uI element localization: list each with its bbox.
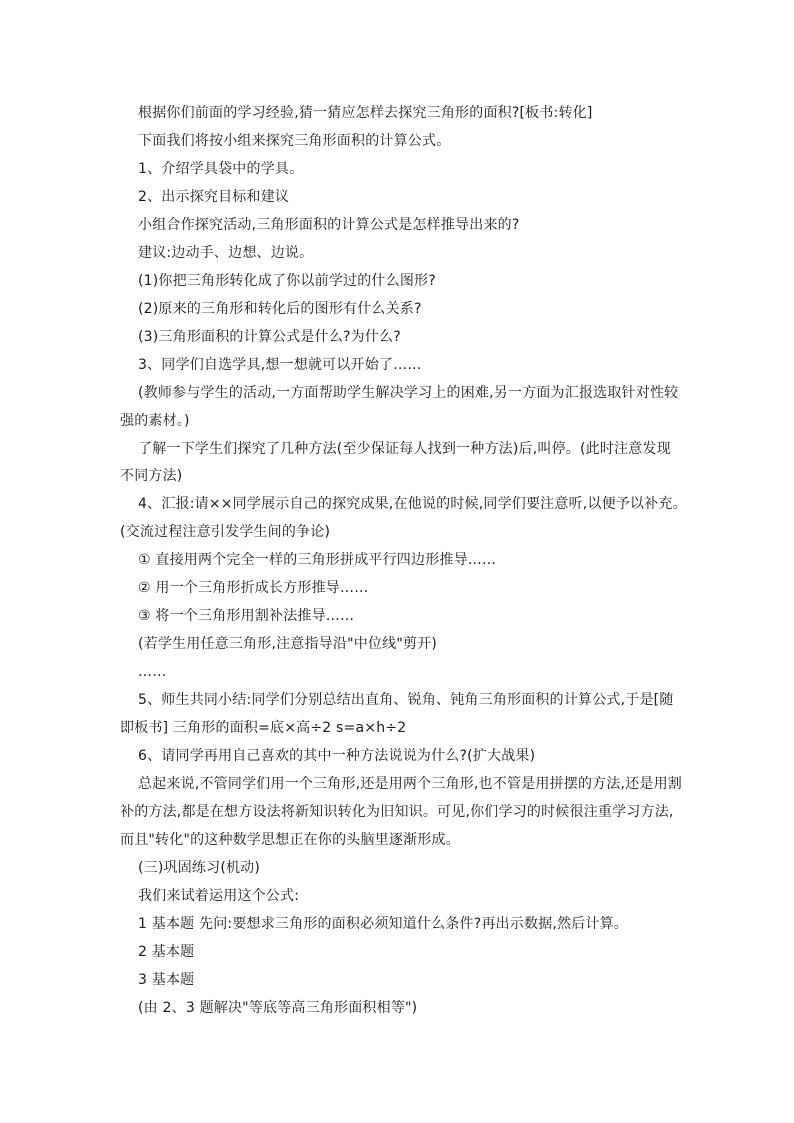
paragraph-line: (1)你把三角形转化成了你以前学过的什么图形?	[138, 273, 436, 289]
paragraph-line: 5、师生共同小结:同学们分别总结出直角、锐角、钝角三角形面积的计算公式,于是[随	[138, 692, 674, 708]
paragraph-line: 了解一下学生们探究了几种方法(至少保证每人找到一种方法)后,叫停。(此时注意发现	[138, 441, 671, 457]
paragraph-line: ② 用一个三角形折成长方形推导……	[138, 580, 369, 596]
paragraph-line: 根据你们前面的学习经验,猜一猜应怎样去探究三角形的面积?[板书:转化]	[138, 105, 593, 121]
paragraph-line: 2、出示探究目标和建议	[138, 189, 290, 205]
paragraph-line: ① 直接用两个完全一样的三角形拼成平行四边形推导……	[138, 552, 497, 568]
paragraph-line: 即板书] 三角形的面积=底×高÷2 s=a×h÷2	[120, 720, 407, 736]
paragraph-line: ③ 将一个三角形用割补法推导……	[138, 608, 355, 624]
paragraph-line: (3)三角形面积的计算公式是什么?为什么?	[138, 329, 401, 345]
paragraph-line: 4、汇报:请××同学展示自己的探究成果,在他说的时候,同学们要注意听,以便予以补充。	[138, 496, 687, 512]
paragraph-line: (教师参与学生的活动,一方面帮助学生解决学习上的困难,另一方面为汇报选取针对性较	[138, 385, 679, 401]
paragraph-line: 不同方法)	[120, 468, 183, 484]
paragraph-line: (2)原来的三角形和转化后的图形有什么关系?	[138, 301, 422, 317]
paragraph-line: 总起来说,不管同学们用一个三角形,还是用两个三角形,也不管是用拼摆的方法,还是用割	[138, 776, 682, 792]
paragraph-line: 而且"转化"的这种数学思想正在你的头脑里逐渐形成。	[120, 832, 460, 848]
paragraph-line: 2 基本题	[138, 944, 195, 960]
paragraph-line: 6、请同学再用自己喜欢的其中一种方法说说为什么?(扩大战果)	[138, 748, 536, 764]
paragraph-line: 补的方法,都是在想方设法将新知识转化为旧知识。可见,你们学习的时候很注重学习方法,	[120, 804, 674, 820]
paragraph-line: (三)巩固练习(机动)	[138, 860, 261, 876]
paragraph-line: (交流过程注意引发学生间的争论)	[120, 524, 331, 540]
paragraph-line: 1、介绍学具袋中的学具。	[138, 161, 304, 177]
paragraph-line: (若学生用任意三角形,注意指导沿"中位线"剪开)	[138, 636, 438, 652]
paragraph-line: 3 基本题	[138, 972, 195, 988]
paragraph-line: (由 2、3 题解决"等底等高三角形面积相等")	[138, 1000, 418, 1016]
paragraph-line: 下面我们将按小组来探究三角形面积的计算公式。	[138, 133, 451, 149]
paragraph-line: ……	[138, 664, 167, 680]
paragraph-line: 强的素材。)	[120, 413, 190, 429]
paragraph-line: 1 基本题 先问:要想求三角形的面积必须知道什么条件?再出示数据,然后计算。	[138, 916, 629, 932]
paragraph-line: 小组合作探究活动,三角形面积的计算公式是怎样推导出来的?	[138, 217, 520, 233]
paragraph-line: 我们来试着运用这个公式:	[138, 888, 300, 904]
paragraph-line: 3、同学们自选学具,想一想就可以开始了……	[138, 357, 422, 373]
paragraph-line: 建议:边动手、边想、边说。	[138, 245, 314, 261]
